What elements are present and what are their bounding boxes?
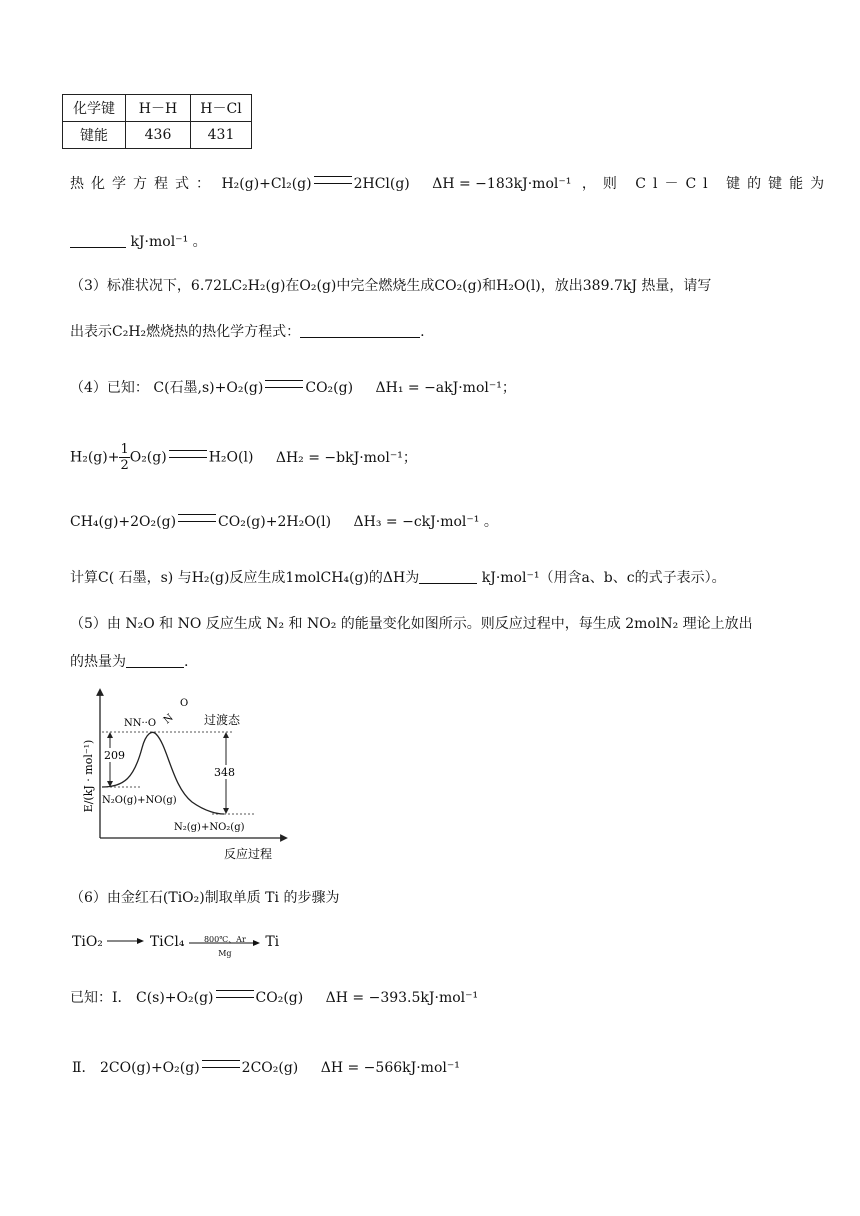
q6-intro: （6）由金红石(TiO₂)制取单质 Ti 的步骤为 (70, 890, 340, 906)
q5-line-1: （5）由 N₂O 和 NO 反应生成 N₂ 和 NO₂ 的能量变化如图所示。则反应过程中，每生成 2molN₂ 理论上放出 (70, 616, 753, 632)
answer-blank[interactable] (419, 569, 477, 584)
q4-intro: （4）已知： (70, 380, 149, 396)
y-axis-label: E/(kJ · mol⁻¹) (82, 739, 95, 813)
right-arrow-icon (107, 936, 145, 946)
q2-eq-right: 2HCl(g) (353, 176, 410, 192)
answer-blank[interactable] (126, 653, 184, 668)
ts-structure-n: N (161, 712, 176, 727)
condition-arrow (189, 932, 261, 958)
x-axis-label: 反应过程 (223, 847, 273, 861)
fraction-denominator: 2 (120, 458, 129, 473)
step-ti: Ti (265, 934, 280, 950)
q4-eq2-b: O₂(g) (129, 449, 167, 466)
q6-e2-dh: ΔH = −566kJ·mol⁻¹ (320, 1060, 460, 1076)
step-ticl4: TiCl₄ (149, 934, 185, 950)
condition-bottom: Mg (218, 949, 232, 958)
q4-calc-line (70, 568, 726, 588)
equal-arrow (265, 380, 303, 388)
equal-arrow (216, 990, 254, 998)
table-cell: 键能 (63, 122, 126, 149)
q4-eq3-dh: ΔH₃ = −ckJ·mol⁻¹ 。 (353, 514, 498, 530)
q3-line-2 (70, 322, 425, 342)
q6-e1-right: CO₂(g) (255, 990, 304, 1006)
q2-eq-left: H₂(g)+Cl₂(g) (221, 176, 312, 192)
q6-e2-label: Ⅱ． (72, 1060, 96, 1076)
q4-eq1-dh: ΔH₁ = −akJ·mol⁻¹； (375, 380, 516, 396)
equal-arrow (169, 450, 207, 458)
bond-energy-table (62, 94, 252, 149)
products-label: N₂(g)+NO₂(g) (174, 822, 245, 833)
q3-prompt: 出表示C₂H₂燃烧热的热化学方程式： (70, 324, 301, 340)
q4-eq2-right: H₂O(l) (208, 449, 254, 466)
q6-known: 已知：Ⅰ． (70, 990, 132, 1006)
q4-calc-end: kJ·mol⁻¹（用含a、b、c的式子表示）。 (481, 570, 726, 586)
q4-eq2-line (70, 442, 417, 473)
ts-label: 过渡态 (204, 713, 241, 727)
q3-end: . (420, 324, 425, 340)
q6-e2-right: 2CO₂(g) (241, 1060, 299, 1076)
table-cell: 化学键 (63, 95, 126, 122)
q4-eq3-line (70, 512, 498, 532)
table-cell: 436 (126, 122, 191, 149)
condition-top: 800℃、Ar (203, 935, 246, 944)
table-row (63, 122, 252, 149)
q4-eq3-right: CO₂(g)+2H₂O(l) (218, 514, 332, 530)
q4-eq1-left: C(石墨,s)+O₂(g) (153, 380, 264, 396)
q2-equation-line (70, 174, 831, 194)
q2-dh: ΔH = −183kJ·mol⁻¹ (432, 176, 572, 192)
q3-line-1: （3）标准状况下，6.72LC₂H₂(g)在O₂(g)中完全燃烧生成CO₂(g)和H₂O(l)，放出389.7kJ 热量，请写 (70, 278, 712, 294)
answer-blank[interactable] (70, 233, 126, 248)
q2-prefix: 热化学方程式： (70, 176, 217, 192)
ts-structure-o: O (180, 698, 189, 709)
fraction-half (119, 442, 129, 473)
q6-eq2-line (72, 1058, 460, 1078)
q6-eq1-line (70, 988, 478, 1008)
q4-calc: 计算C( 石墨，s) 与H₂(g)反应生成1molCH₄(g)的ΔH为 (70, 570, 420, 586)
q4-eq1-right: CO₂(g) (305, 380, 354, 396)
energy-diagram (72, 686, 292, 864)
table-cell: 431 (191, 122, 252, 149)
ts-structure: NN··O (124, 718, 157, 729)
q5-end: . (184, 654, 189, 670)
q5-line-2 (70, 652, 188, 672)
q4-eq3-left: CH₄(g)+2O₂(g) (70, 514, 177, 530)
table-cell: H－Cl (191, 95, 252, 122)
q2-answer-line (70, 232, 207, 252)
fraction-numerator: 1 (120, 442, 129, 457)
equal-arrow (202, 1060, 240, 1068)
step-tio2: TiO₂ (72, 934, 103, 950)
q4-eq2-a: H₂(g)+ (70, 449, 120, 466)
q6-e2-left: 2CO(g)+O₂(g) (99, 1060, 200, 1076)
answer-blank[interactable] (300, 323, 420, 338)
reactants-label: N₂O(g)+NO(g) (102, 795, 177, 806)
q4-eq2-dh: ΔH₂ = −bkJ·mol⁻¹； (275, 449, 417, 466)
q4-eq1-line (70, 378, 516, 398)
q2-suffix: ，则 Cl－Cl 键的键能为 (581, 176, 832, 192)
q6-steps (72, 932, 280, 958)
q2-unit: kJ·mol⁻¹ 。 (130, 234, 207, 250)
q6-e1-dh: ΔH = −393.5kJ·mol⁻¹ (325, 990, 479, 1006)
q6-e1-left: C(s)+O₂(g) (135, 990, 214, 1006)
equal-arrow (314, 176, 352, 184)
value-348: 348 (214, 766, 235, 779)
value-209: 209 (104, 749, 125, 762)
q5-prompt: 的热量为 (70, 654, 126, 670)
equal-arrow (178, 514, 216, 522)
table-cell: H－H (126, 95, 191, 122)
table-header-row (63, 95, 252, 122)
